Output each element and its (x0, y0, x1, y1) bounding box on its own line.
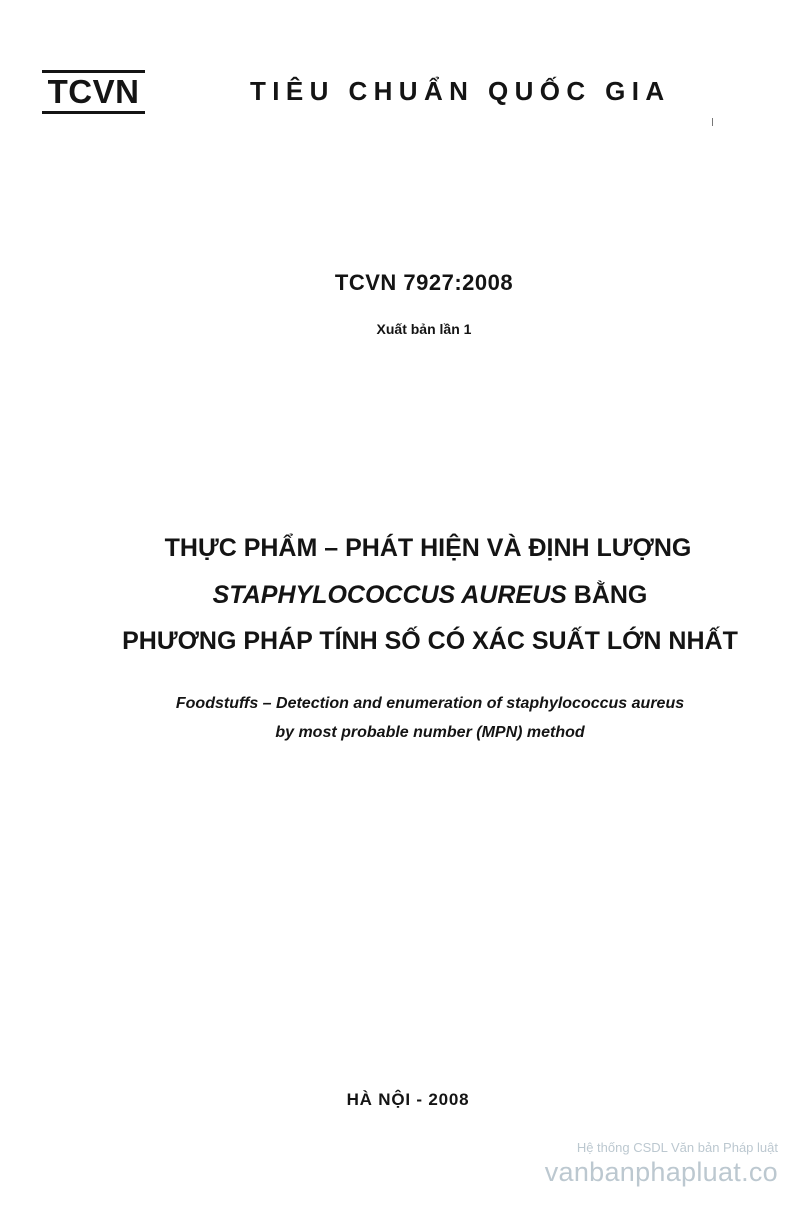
title-vi-line-2-rest: BẰNG (566, 581, 648, 609)
watermark-line-1: Hệ thống CSDL Văn bản Pháp luật (576, 1140, 778, 1155)
national-standard-heading: TIÊU CHUẨN QUỐC GIA (250, 76, 671, 106)
watermark (545, 1140, 778, 1188)
logo-bottom-rule (42, 111, 145, 114)
watermark-line-2: vanbanphapluat.co (544, 1157, 778, 1187)
edition-label: Xuất bản lần 1 (376, 321, 472, 337)
logo-text: TCVN (47, 73, 140, 110)
scan-mark (712, 118, 713, 126)
title-vi-line-1: THỰC PHẨM – PHÁT HIỆN VÀ ĐỊNH LƯỢNG (164, 534, 692, 562)
title-vi-organism: STAPHYLOCOCCUS AUREUS (212, 581, 567, 609)
title-en-line-2: by most probable number (MPN) method (275, 724, 585, 741)
title-en-line-1: Foodstuffs – Detection and enumeration of staphylococcus aureus (175, 695, 685, 712)
standard-code: TCVN 7927:2008 (334, 270, 514, 295)
title-vi-line-2 (30, 580, 800, 610)
title-vi-line-3: PHƯƠNG PHÁP TÍNH SỐ CÓ XÁC SUẤT LỚN NHẤT (122, 627, 738, 655)
place-year: HÀ NỘI - 2008 (346, 1090, 470, 1109)
tcvn-logo (42, 70, 145, 114)
